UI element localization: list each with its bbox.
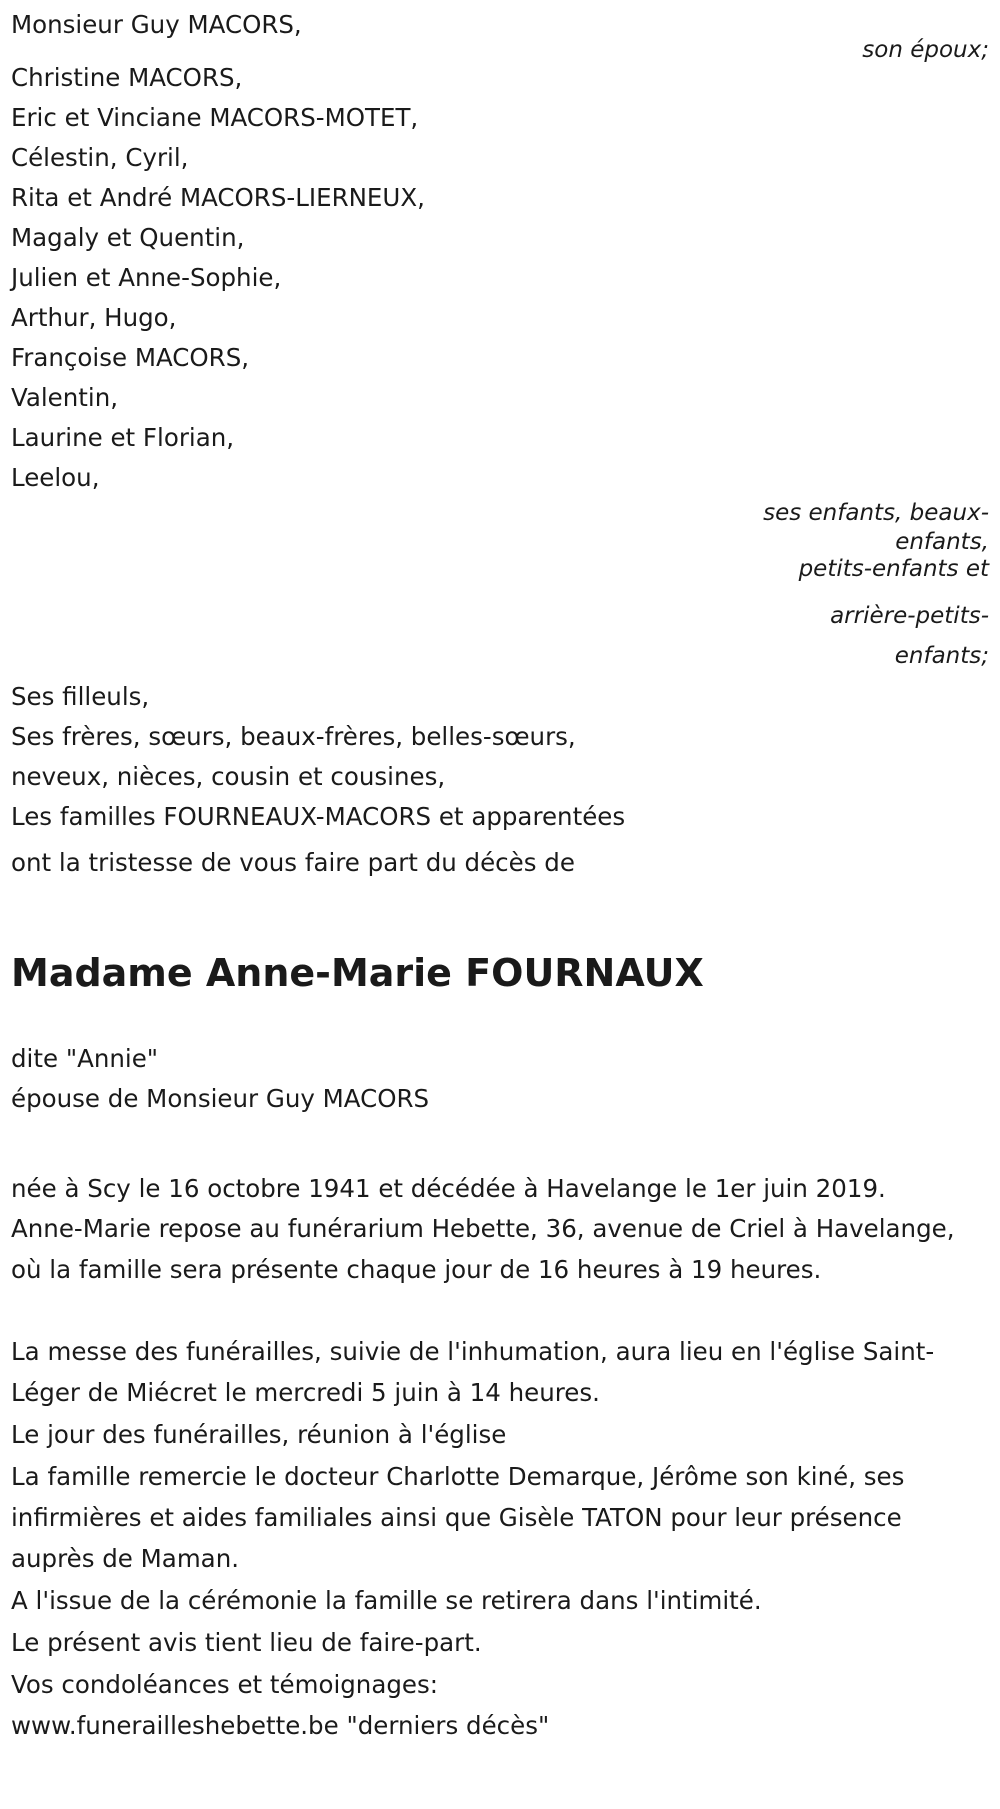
list-item: Magaly et Quentin,	[11, 223, 245, 252]
children-relation-5: enfants;	[894, 643, 989, 669]
list-item: Christine MACORS,	[11, 63, 243, 92]
thanks-paragraph: La famille remercie le docteur Charlotte Demarque, Jérôme son kiné, ses infirmières et aides familiales ainsi que Gisèle TATON pour leur présence auprès de Maman.	[11, 1462, 905, 1573]
meeting-paragraph: Le jour des funérailles, réunion à l'église	[11, 1420, 507, 1449]
website-link[interactable]: www.funerailleshebette.be "derniers décès"	[11, 1711, 550, 1740]
children-list	[11, 58, 425, 498]
list-item: Laurine et Florian,	[11, 423, 235, 452]
list-item: neveux, nièces, cousin et cousines,	[11, 762, 446, 791]
list-item: Françoise MACORS,	[11, 343, 250, 372]
list-item: Eric et Vinciane MACORS-MOTET,	[11, 103, 419, 132]
birth-death-paragraph: née à Scy le 16 octobre 1941 et décédée à Havelange le 1er juin 2019.	[11, 1174, 886, 1203]
list-item: Valentin,	[11, 383, 119, 412]
list-item: Les familles FOURNEAUX-MACORS et apparentées	[11, 802, 626, 831]
notice-paragraph: Le présent avis tient lieu de faire-part.	[11, 1628, 482, 1657]
list-item: Arthur, Hugo,	[11, 303, 177, 332]
list-item: Ses frères, sœurs, beaux-frères, belles-sœurs,	[11, 722, 576, 751]
deceased-name: Madame Anne-Marie FOURNAUX	[11, 951, 704, 995]
list-item: Leelou,	[11, 463, 100, 492]
condolences-paragraph: Vos condoléances et témoignages:	[11, 1670, 438, 1699]
deceased-nickname: dite "Annie"	[11, 1044, 159, 1073]
list-item: Célestin, Cyril,	[11, 143, 189, 172]
children-relation-4: arrière-petits-	[830, 603, 989, 629]
children-relation-1: ses enfants, beaux-	[763, 500, 989, 526]
list-item: Julien et Anne-Sophie,	[11, 263, 282, 292]
funerarium-paragraph: Anne-Marie repose au funérarium Hebette, 36, avenue de Criel à Havelange, où la famille sera présente chaque jour de 16 heures à 19 heures.	[11, 1214, 955, 1284]
children-relation-3: petits-enfants et	[798, 556, 989, 582]
deceased-spouse: épouse de Monsieur Guy MACORS	[11, 1084, 430, 1113]
other-relatives	[11, 677, 625, 837]
list-item: Ses filleuls,	[11, 682, 150, 711]
spouse-name: Monsieur Guy MACORS,	[11, 10, 302, 39]
children-relation-2: enfants,	[895, 529, 989, 555]
list-item: Rita et André MACORS-LIERNEUX,	[11, 183, 425, 212]
mass-paragraph: La messe des funérailles, suivie de l'inhumation, aura lieu en l'église Saint-Léger de Miécret le mercredi 5 juin à 14 heures.	[11, 1337, 935, 1407]
intimacy-paragraph: A l'issue de la cérémonie la famille se retirera dans l'intimité.	[11, 1586, 762, 1615]
spouse-relation: son époux;	[862, 37, 989, 63]
announcement-text: ont la tristesse de vous faire part du décès de	[11, 848, 575, 877]
